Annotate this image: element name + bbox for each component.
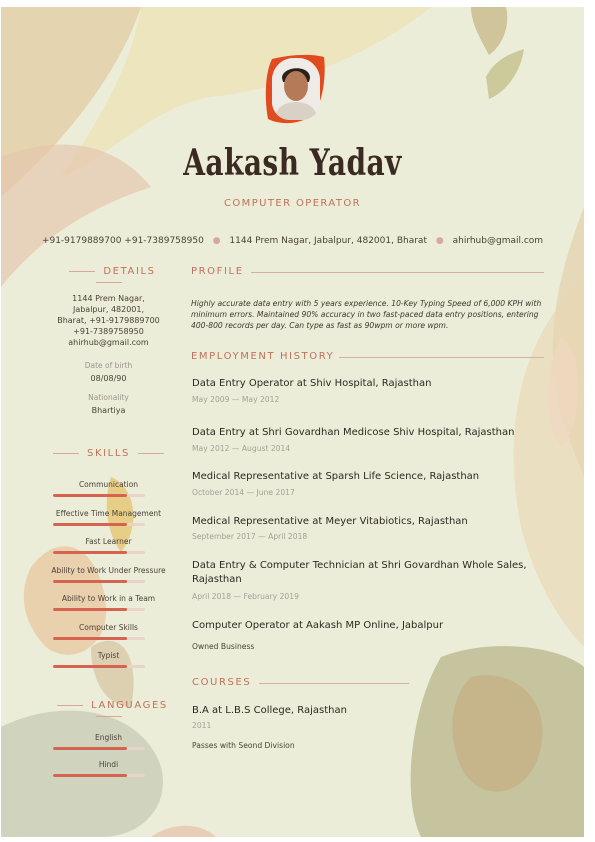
divider	[57, 705, 83, 706]
job-title: Medical Representative at Meyer Vitabiotics, Rajasthan	[192, 516, 468, 527]
skill-level-bar	[53, 580, 145, 583]
contact-line	[1, 236, 584, 246]
language-level-bar	[53, 774, 145, 777]
job-title: Data Entry Operator at Shiv Hospital, Rajasthan	[192, 378, 432, 389]
skill-level-fill	[53, 637, 127, 640]
nationality-label: Nationality	[88, 393, 129, 402]
skill-level-bar	[53, 665, 145, 668]
divider	[53, 453, 79, 454]
job-title: Data Entry at Shri Govardhan Medicose Shiv Hospital, Rajasthan	[192, 427, 515, 438]
employment-heading: EMPLOYMENT HISTORY	[191, 351, 335, 362]
skill-level-fill	[53, 523, 127, 526]
job-note: Owned Business	[192, 642, 255, 651]
language-label: English	[94, 733, 123, 742]
job-date: October 2014 — June 2017	[192, 488, 295, 497]
job-role: COMPUTER OPERATOR	[224, 198, 361, 209]
skill-level-fill	[53, 580, 127, 583]
dob-value: 08/08/90	[90, 374, 127, 383]
languages-heading: LANGUAGES	[41, 700, 176, 722]
skill-level-bar	[53, 637, 145, 640]
skill-label: Typist	[97, 651, 120, 660]
skill-label: Ability to Work in a Team	[61, 594, 156, 603]
candidate-name: Aakash Yadav	[183, 142, 402, 184]
divider	[69, 271, 95, 272]
divider	[96, 282, 122, 283]
avatar	[272, 58, 320, 120]
skill-level-fill	[53, 608, 127, 611]
divider	[259, 683, 409, 684]
divider	[339, 357, 544, 358]
skill-level-bar	[53, 551, 145, 554]
divider	[251, 272, 544, 273]
skill-level-bar	[53, 494, 145, 497]
profile-summary: Highly accurate data entry with 5 years experience. 10-Key Typing Speed of 6,000 KPH with minimum errors. Maintained 90% accuracy in two fast-paced data entry positions, entering 400-800 records per day. Can type as fast as 90wpm or more wpm.	[191, 299, 542, 330]
courses-heading: COURSES	[192, 677, 252, 688]
separator-dot-icon: ●	[435, 236, 444, 246]
course-note: Passes with Seond Division	[192, 741, 295, 750]
dob-label: Date of birth	[84, 361, 133, 370]
job-date: May 2009 — May 2012	[192, 395, 280, 404]
skill-level-fill	[53, 551, 127, 554]
skill-label: Effective Time Management	[55, 508, 162, 518]
contact-phones: +91-9179889700 +91-7389758950	[41, 236, 204, 246]
course-title: B.A at L.B.S College, Rajasthan	[192, 705, 347, 716]
divider	[96, 716, 122, 717]
contact-address: 1144 Prem Nagar, Jabalpur, 482001, Bharat	[229, 236, 427, 246]
job-date: April 2018 — February 2019	[192, 592, 299, 601]
job-date: September 2017 — April 2018	[192, 532, 308, 541]
job-date: May 2012 — August 2014	[192, 444, 291, 453]
profile-heading: PROFILE	[191, 266, 244, 277]
skill-label: Fast Learner	[85, 537, 132, 546]
language-level-fill	[53, 747, 127, 750]
language-level-bar	[53, 747, 145, 750]
job-title: Data Entry & Computer Technician at Shri Govardhan Whole Sales, Rajasthan	[192, 560, 527, 585]
course-date: 2011	[192, 721, 212, 730]
skill-level-bar	[53, 608, 145, 611]
language-label: Hindi	[98, 760, 119, 769]
skill-level-bar	[53, 523, 145, 526]
divider	[138, 453, 164, 454]
skill-label: Computer Skills	[79, 622, 138, 632]
language-level-fill	[53, 774, 127, 777]
contact-email[interactable]: ahirhub@gmail.com	[452, 236, 544, 246]
job-title: Computer Operator at Aakash MP Online, Jabalpur	[192, 620, 444, 631]
skill-label: Ability to Work Under Pressure	[51, 565, 166, 575]
job-title: Medical Representative at Sparsh Life Science, Rajasthan	[192, 471, 480, 482]
nationality-value: Bhartiya	[91, 406, 126, 415]
skill-label: Communication	[78, 480, 139, 489]
skills-heading: SKILLS	[41, 448, 176, 459]
skill-level-fill	[53, 665, 127, 668]
details-address: 1144 Prem Nagar, Jabalpur, 482001, Bharat, +91-9179889700 +91-7389758950 ahirhub@gmail.com	[57, 294, 160, 347]
details-heading: DETAILS	[41, 266, 176, 288]
separator-dot-icon: ●	[212, 236, 221, 246]
person-photo-icon	[272, 58, 320, 120]
resume-sheet	[1, 7, 584, 837]
skill-level-fill	[53, 494, 127, 497]
